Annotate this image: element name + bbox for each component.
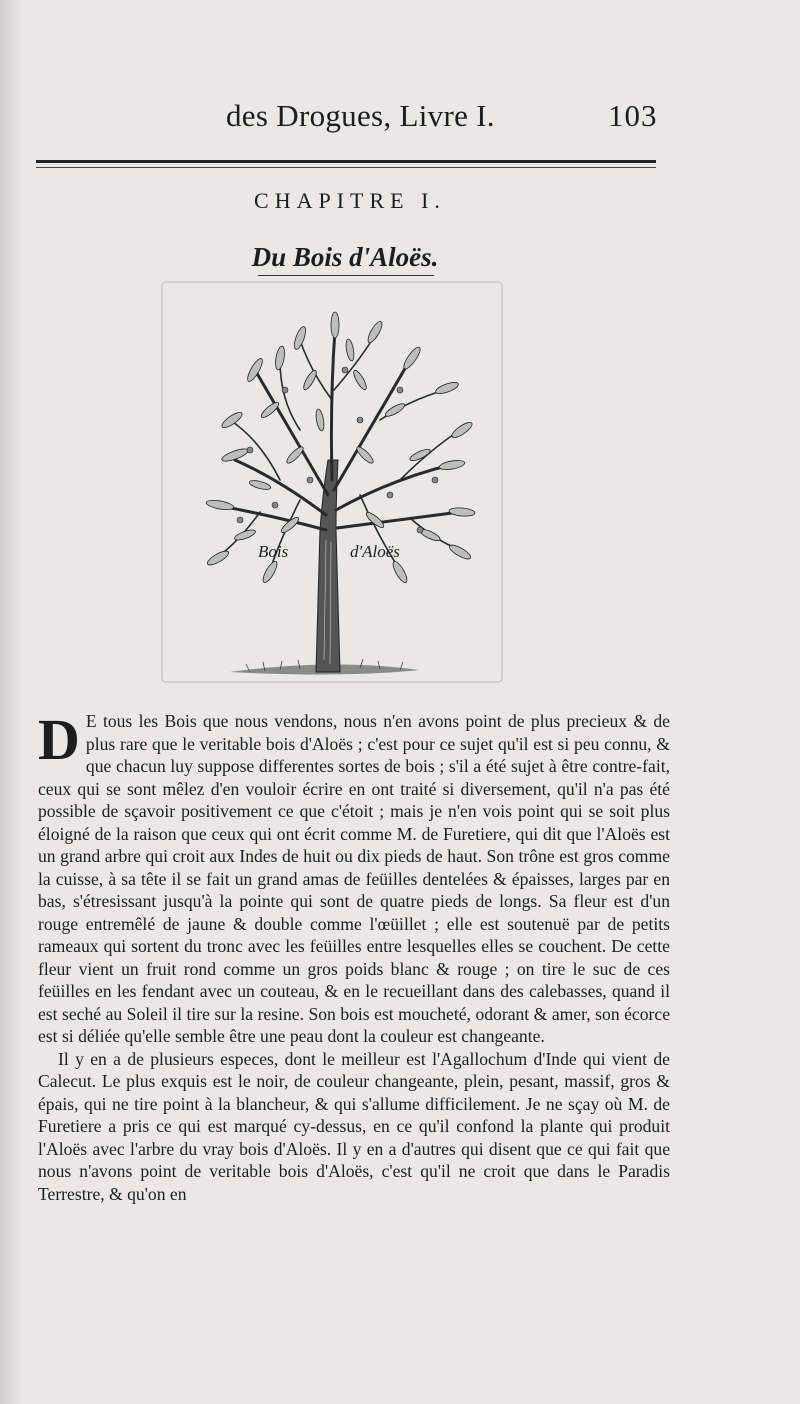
paragraph-1-text: E tous les Bois que nous vendons, nous n'en avons point de plus precieux & de plus rare que le veritable bois d'Aloës ; c'est pour ce sujet qu'il est si peu connu, & que chacun luy suppose differentes sortes de bois ; s'il a été sujet à être contre-fait, ceux qui se sont mêlez d'en vouloir écrire en ont traité si diversement, qu'il n'a pas été possible de sçavoir positivement ce que c'étoit ; mais je n'en vois point qui se soit plus éloigné de la raison que ceux qui ont écrit comme M. de Furetiere, qui dit que l'Aloës est un grand arbre qui croit aux Indes de huit ou dix pieds de haut. Son trône est gros comme la cuisse, à sa tête il se fait un grand amas de feüilles dentelées & épaisses, larges par en bas, s'étresissant jusqu'à la pointe qui sont de quatre pieds de longs. Sa fleur est d'un rouge entremêlé de jaune & double comme l'œüillet ; elle est soutenuë par de petits rameaux qui sortent du tronc avec les feüilles entre lesquelles elles se couchent. De cette fleur vient un fruit rond comme un gros poids blanc & rouge ; on tire le suc de ces feüilles en les fendant avec un couteau, & en le recueillant dans des calebasses, quand il est seché au Soleil il tire sur la resine. Son bois est moucheté, odorant & amer, son écorce est si déliée qu'elle semble être une peau dont la couleur est changeante. — [38, 711, 670, 1046]
header-rule-thin — [36, 167, 656, 168]
body-text — [38, 707, 670, 1205]
plate-label-left: Bois — [258, 542, 289, 561]
running-title: des Drogues, Livre I. — [226, 98, 495, 133]
chapter-heading: CHAPITRE I. — [254, 188, 446, 213]
header-rule — [36, 160, 656, 163]
paragraph-1 — [38, 707, 670, 1048]
paragraph-2: Il y en a de plusieurs especes, dont le meilleur est l'Agallochum d'Inde qui vient de Calecut. Le plus exquis est le noir, de couleur changeante, plein, pesant, massif, gros & épais, qui ne tire point à la blancheur, & qui s'allume difficilement. Je ne sçay où M. de Furetiere a pris ce qui est marqué cy-dessus, en ce qu'il confond la plante qui produit l'Aloës avec l'arbre du vray bois d'Aloës. Il y en a d'autres qui disent que ce qui fait que nous n'avons point de veritable bois d'Aloës, c'est qu'il ne croit que dans le Paradis Terrestre, & qu'on en — [38, 1048, 670, 1204]
chapter-subtitle: Du Bois d'Aloës. — [251, 242, 439, 272]
page-number: 103 — [608, 98, 658, 133]
aloe-wood-tree-engraving — [160, 280, 505, 690]
running-head — [0, 98, 800, 148]
drop-cap: D — [38, 707, 80, 772]
subtitle-underline — [258, 275, 434, 276]
plate-label-right: d'Aloës — [350, 542, 400, 561]
